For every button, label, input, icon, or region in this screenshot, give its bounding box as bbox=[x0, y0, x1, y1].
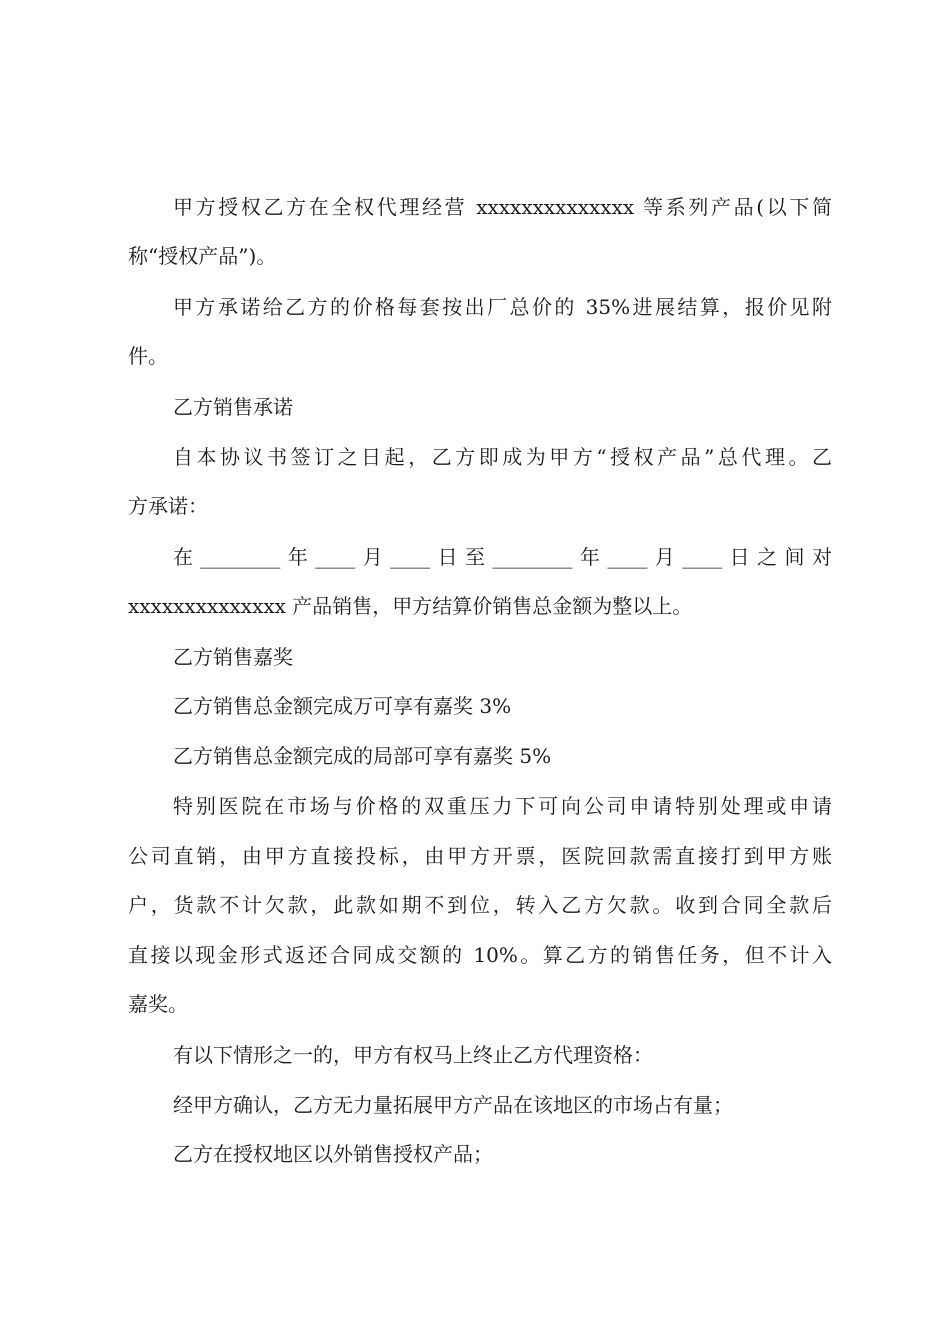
paragraph-9-line-5: 嘉奖。 bbox=[128, 992, 188, 1016]
paragraph-1-line-1: 甲方授权乙方在全权代理经营 xxxxxxxxxxxxxx 等系列产品(以下简 bbox=[173, 195, 832, 219]
bonus-line-1: 乙方销售总金额完成万可享有嘉奖 3% bbox=[173, 694, 512, 718]
paragraph-9-line-4: 直接以现金形式返还合同成交额的 10%。算乙方的销售任务，但不计入 bbox=[128, 943, 832, 967]
paragraph-2-line-1: 甲方承诺给乙方的价格每套按出厂总价的 35%进展结算，报价见附 bbox=[173, 295, 832, 319]
paragraph-1-line-2: 称“授权产品”)。 bbox=[128, 244, 277, 268]
bonus-line-2: 乙方销售总金额完成的局部可享有嘉奖 5% bbox=[173, 744, 552, 768]
paragraph-5-line-1: 在________年____月____日至________年____月____日之间对 bbox=[173, 545, 832, 569]
paragraph-4-line-2: 方承诺： bbox=[128, 494, 208, 518]
paragraph-11-line-1: 经甲方确认，乙方无力量拓展甲方产品在该地区的市场占有量； bbox=[173, 1093, 733, 1117]
section-heading-sales-commitment: 乙方销售承诺 bbox=[173, 395, 293, 419]
paragraph-9-line-1: 特别医院在市场与价格的双重压力下可向公司申请特别处理或申请 bbox=[173, 794, 832, 818]
paragraph-9-line-3: 户，货款不计欠款，此款如期不到位，转入乙方欠款。收到合同全款后 bbox=[128, 893, 832, 917]
paragraph-2-line-2: 件。 bbox=[128, 344, 168, 368]
paragraph-4-line-1: 自本协议书签订之日起，乙方即成为甲方“授权产品”总代理。乙 bbox=[173, 445, 832, 469]
paragraph-9-line-2: 公司直销，由甲方直接投标，由甲方开票，医院回款需直接打到甲方账 bbox=[128, 844, 832, 868]
paragraph-10-line-1: 有以下情形之一的，甲方有权马上终止乙方代理资格： bbox=[173, 1043, 653, 1067]
paragraph-12-line-1: 乙方在授权地区以外销售授权产品； bbox=[173, 1142, 493, 1166]
section-heading-sales-bonus: 乙方销售嘉奖 bbox=[173, 645, 293, 669]
paragraph-5-line-2: xxxxxxxxxxxxxx 产品销售，甲方结算价销售总金额为整以上。 bbox=[128, 594, 693, 618]
